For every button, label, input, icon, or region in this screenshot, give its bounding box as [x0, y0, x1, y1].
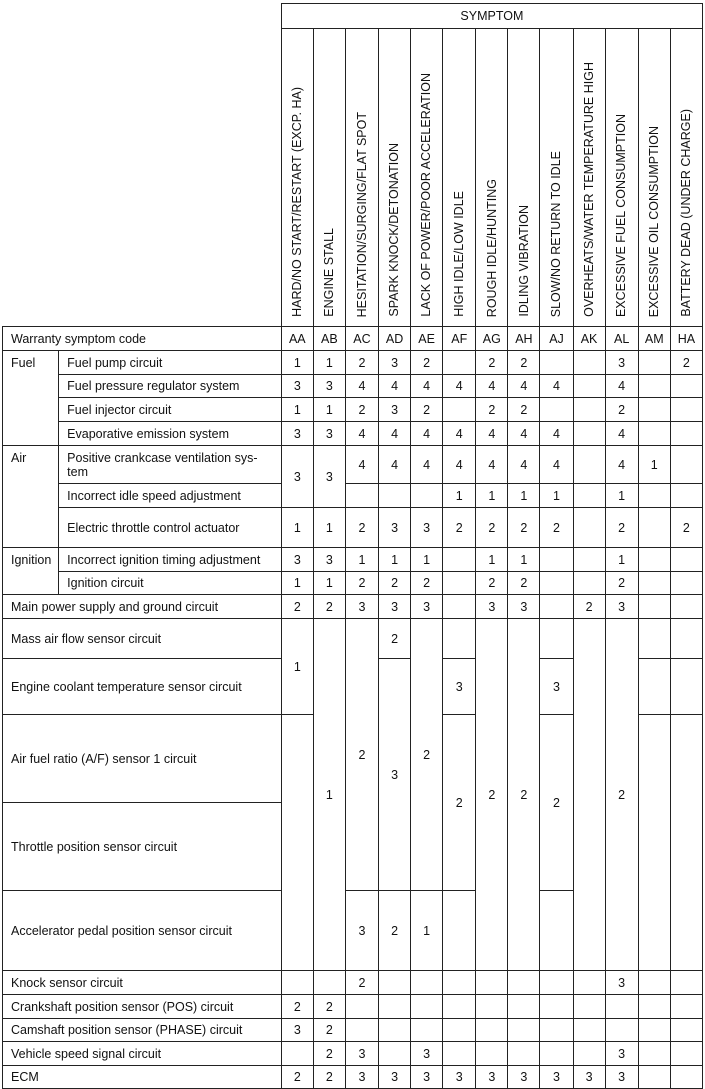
value-cell: 4 [379, 446, 411, 484]
value-cell: 2 [670, 351, 702, 375]
value-cell [443, 971, 476, 995]
row-label: Engine coolant temperature sensor circuit [3, 659, 282, 715]
symptom-header: EXCESSIVE OIL CONSUMPTION [638, 29, 670, 327]
value-cell [573, 422, 605, 446]
value-cell [540, 619, 573, 659]
value-cell: 1 [443, 484, 476, 508]
value-cell [443, 595, 476, 619]
row-label: Air fuel ratio (A/F) sensor 1 circuit [3, 715, 282, 803]
value-cell [638, 398, 670, 422]
value-cell: 3 [443, 1066, 476, 1089]
value-cell [670, 715, 702, 971]
table-row [3, 971, 703, 995]
value-cell [638, 508, 670, 548]
value-cell [670, 659, 702, 715]
value-cell [573, 548, 605, 572]
value-cell: 2 [605, 508, 638, 548]
value-cell: 3 [313, 375, 345, 398]
row-label: ECM [3, 1066, 282, 1089]
value-cell [345, 1019, 378, 1042]
category-fuel: Fuel [3, 351, 59, 446]
value-cell: 1 [476, 484, 508, 508]
table-row [3, 375, 703, 398]
value-cell [476, 971, 508, 995]
value-cell: 2 [345, 351, 378, 375]
value-cell: 3 [573, 1066, 605, 1089]
value-cell [443, 398, 476, 422]
symptom-code: AM [638, 327, 670, 351]
value-cell [379, 971, 411, 995]
row-label: Accelerator pedal position sensor circuit [3, 891, 282, 971]
value-cell: 3 [411, 595, 443, 619]
value-cell [638, 572, 670, 595]
value-cell: 2 [476, 619, 508, 971]
value-cell [573, 351, 605, 375]
value-cell: 1 [313, 619, 345, 971]
symptom-code: AC [345, 327, 378, 351]
value-cell [573, 1019, 605, 1042]
value-cell: 2 [379, 891, 411, 971]
symptom-code: AF [443, 327, 476, 351]
value-cell: 2 [476, 351, 508, 375]
value-cell [670, 1019, 702, 1042]
value-cell [508, 1042, 540, 1066]
value-cell [670, 484, 702, 508]
value-cell: 2 [443, 508, 476, 548]
row-label: Fuel injector circuit [59, 398, 282, 422]
value-cell: 1 [313, 572, 345, 595]
table-row [3, 548, 703, 572]
value-cell [573, 508, 605, 548]
value-cell: 2 [281, 1066, 313, 1089]
value-cell [443, 572, 476, 595]
value-cell: 2 [411, 619, 443, 891]
value-cell: 1 [281, 351, 313, 375]
value-cell: 4 [540, 375, 573, 398]
value-cell: 3 [411, 508, 443, 548]
value-cell: 4 [476, 422, 508, 446]
value-cell: 2 [345, 572, 378, 595]
value-cell: 2 [313, 1042, 345, 1066]
value-cell [670, 995, 702, 1019]
symptom-header: ROUGH IDLE/HUNTING [476, 29, 508, 327]
value-cell: 4 [605, 446, 638, 484]
row-label: Incorrect ignition timing adjustment [59, 548, 282, 572]
value-cell: 4 [379, 375, 411, 398]
value-cell: 4 [605, 422, 638, 446]
value-cell [443, 1042, 476, 1066]
category-air: Air [3, 446, 59, 548]
value-cell [573, 1042, 605, 1066]
value-cell: 3 [313, 422, 345, 446]
value-cell [573, 995, 605, 1019]
value-cell: 2 [411, 398, 443, 422]
symptom-code: AL [605, 327, 638, 351]
symptom-group-header: SYMPTOM [281, 4, 702, 29]
value-cell: 4 [443, 422, 476, 446]
value-cell: 2 [345, 619, 378, 891]
value-cell: 4 [345, 422, 378, 446]
value-cell [573, 375, 605, 398]
value-cell [638, 351, 670, 375]
value-cell [443, 548, 476, 572]
value-cell: 2 [605, 619, 638, 971]
value-cell: 3 [281, 548, 313, 572]
value-cell [476, 995, 508, 1019]
value-cell: 4 [476, 375, 508, 398]
value-cell [670, 1066, 702, 1089]
value-cell [540, 1042, 573, 1066]
value-cell [638, 995, 670, 1019]
value-cell [638, 1066, 670, 1089]
value-cell: 3 [605, 971, 638, 995]
symptom-header: HARD/NO START/RESTART (EXCP. HA) [281, 29, 313, 327]
symptom-code: AH [508, 327, 540, 351]
symptom-header: ENGINE STALL [313, 29, 345, 327]
value-cell [605, 1019, 638, 1042]
symptom-code: AD [379, 327, 411, 351]
value-cell: 3 [379, 1066, 411, 1089]
warranty-code-row [3, 327, 703, 351]
value-cell: 4 [411, 375, 443, 398]
value-cell: 4 [476, 446, 508, 484]
value-cell: 2 [605, 572, 638, 595]
row-label: Mass air flow sensor circuit [3, 619, 282, 659]
value-cell: 4 [345, 446, 378, 484]
value-cell: 1 [411, 548, 443, 572]
value-cell [540, 548, 573, 572]
value-cell: 1 [313, 398, 345, 422]
value-cell: 1 [540, 484, 573, 508]
value-cell: 2 [476, 398, 508, 422]
value-cell: 2 [540, 715, 573, 891]
value-cell [670, 1042, 702, 1066]
table-row [3, 422, 703, 446]
value-cell: 1 [605, 548, 638, 572]
symptom-code: AA [281, 327, 313, 351]
value-cell: 3 [313, 548, 345, 572]
symptom-code: AJ [540, 327, 573, 351]
table-row [3, 619, 703, 659]
value-cell: 2 [573, 595, 605, 619]
value-cell: 3 [508, 595, 540, 619]
symptom-code: AB [313, 327, 345, 351]
value-cell: 2 [508, 572, 540, 595]
value-cell [605, 995, 638, 1019]
value-cell [540, 995, 573, 1019]
value-cell: 4 [508, 446, 540, 484]
value-cell [573, 619, 605, 971]
symptom-code: AG [476, 327, 508, 351]
value-cell [638, 375, 670, 398]
value-cell [573, 971, 605, 995]
value-cell: 1 [379, 548, 411, 572]
value-cell [508, 995, 540, 1019]
value-cell [476, 1042, 508, 1066]
value-cell [670, 548, 702, 572]
table-row [3, 508, 703, 548]
value-cell [638, 715, 670, 971]
value-cell [638, 619, 670, 659]
value-cell [345, 484, 378, 508]
value-cell: 2 [540, 508, 573, 548]
value-cell: 3 [313, 446, 345, 508]
table-row [3, 595, 703, 619]
value-cell: 2 [379, 572, 411, 595]
value-cell [443, 1019, 476, 1042]
row-label: Fuel pump circuit [59, 351, 282, 375]
value-cell: 3 [281, 422, 313, 446]
symptom-header: OVERHEATS/WATER TEMPERATURE HIGH [573, 29, 605, 327]
value-cell: 2 [508, 351, 540, 375]
value-cell: 1 [605, 484, 638, 508]
value-cell [670, 398, 702, 422]
row-label: Vehicle speed signal circuit [3, 1042, 282, 1066]
value-cell [379, 1042, 411, 1066]
value-cell [443, 351, 476, 375]
value-cell [411, 484, 443, 508]
row-label: Crankshaft position sensor (POS) circuit [3, 995, 282, 1019]
value-cell [670, 446, 702, 484]
warranty-code-label: Warranty symptom code [3, 327, 282, 351]
table-row [3, 1042, 703, 1066]
value-cell: 2 [281, 995, 313, 1019]
value-cell [638, 1042, 670, 1066]
symptom-header: EXCESSIVE FUEL CONSUMPTION [605, 29, 638, 327]
symptom-code: HA [670, 327, 702, 351]
symptom-header: SPARK KNOCK/DETONATION [379, 29, 411, 327]
symptom-header: IDLING VIBRATION [508, 29, 540, 327]
value-cell [345, 995, 378, 1019]
value-cell [379, 995, 411, 1019]
row-label: Main power supply and ground circuit [3, 595, 282, 619]
value-cell: 1 [638, 446, 670, 484]
value-cell: 2 [313, 1066, 345, 1089]
value-cell [411, 971, 443, 995]
value-cell: 3 [379, 508, 411, 548]
row-label: Positive crankcase ventilation sys-tem [59, 446, 282, 484]
value-cell: 2 [313, 595, 345, 619]
value-cell: 1 [313, 508, 345, 548]
value-cell: 3 [411, 1042, 443, 1066]
value-cell [281, 1042, 313, 1066]
value-cell [379, 484, 411, 508]
value-cell [508, 971, 540, 995]
value-cell [540, 1019, 573, 1042]
value-cell [670, 572, 702, 595]
value-cell: 1 [411, 891, 443, 971]
value-cell: 1 [508, 484, 540, 508]
value-cell [443, 995, 476, 1019]
table-row [3, 484, 703, 508]
value-cell: 1 [281, 619, 313, 715]
value-cell: 3 [281, 1019, 313, 1042]
value-cell [638, 659, 670, 715]
value-cell: 2 [281, 595, 313, 619]
value-cell: 1 [313, 351, 345, 375]
value-cell: 3 [379, 659, 411, 891]
value-cell [638, 422, 670, 446]
value-cell: 4 [508, 422, 540, 446]
value-cell: 3 [379, 398, 411, 422]
symptom-header: BATTERY DEAD (UNDER CHARGE) [670, 29, 702, 327]
value-cell [573, 572, 605, 595]
value-cell: 2 [345, 508, 378, 548]
value-cell: 4 [345, 375, 378, 398]
value-cell: 3 [345, 1042, 378, 1066]
value-cell: 3 [605, 595, 638, 619]
value-cell [281, 715, 313, 971]
value-cell [670, 619, 702, 659]
value-cell [540, 572, 573, 595]
value-cell [638, 595, 670, 619]
value-cell: 4 [605, 375, 638, 398]
value-cell [573, 446, 605, 484]
value-cell: 3 [443, 659, 476, 715]
value-cell: 2 [345, 398, 378, 422]
value-cell: 4 [540, 446, 573, 484]
value-cell: 3 [476, 595, 508, 619]
value-cell: 4 [508, 375, 540, 398]
row-label: Incorrect idle speed adjustment [59, 484, 282, 508]
value-cell: 3 [379, 595, 411, 619]
symptom-header: SLOW/NO RETURN TO IDLE [540, 29, 573, 327]
value-cell: 4 [443, 446, 476, 484]
value-cell [379, 1019, 411, 1042]
value-cell [638, 548, 670, 572]
value-cell [313, 971, 345, 995]
symptom-header: LACK OF POWER/POOR ACCELERATION [411, 29, 443, 327]
value-cell: 3 [345, 595, 378, 619]
symptom-header: HIGH IDLE/LOW IDLE [443, 29, 476, 327]
value-cell: 4 [379, 422, 411, 446]
value-cell [540, 351, 573, 375]
row-label: Fuel pressure regulator system [59, 375, 282, 398]
value-cell [670, 422, 702, 446]
value-cell [670, 375, 702, 398]
value-cell: 2 [345, 971, 378, 995]
value-cell [540, 595, 573, 619]
row-label: Knock sensor circuit [3, 971, 282, 995]
symptom-code: AK [573, 327, 605, 351]
value-cell: 3 [281, 446, 313, 508]
value-cell: 3 [379, 351, 411, 375]
value-cell: 2 [476, 508, 508, 548]
value-cell: 4 [540, 422, 573, 446]
row-label: Evaporative emission system [59, 422, 282, 446]
value-cell: 1 [476, 548, 508, 572]
value-cell [508, 1019, 540, 1042]
value-cell: 3 [345, 891, 378, 971]
value-cell [476, 1019, 508, 1042]
value-cell [573, 398, 605, 422]
value-cell: 2 [508, 508, 540, 548]
row-label: Electric throttle control actuator [59, 508, 282, 548]
value-cell: 4 [411, 422, 443, 446]
row-label: Camshaft position sensor (PHASE) circuit [3, 1019, 282, 1042]
row-label: Throttle position sensor circuit [3, 803, 282, 891]
category-ignition: Ignition [3, 548, 59, 595]
value-cell: 3 [411, 1066, 443, 1089]
value-cell: 2 [670, 508, 702, 548]
value-cell: 3 [605, 1042, 638, 1066]
value-cell: 2 [379, 619, 411, 659]
table-row [3, 1066, 703, 1089]
value-cell: 1 [508, 548, 540, 572]
value-cell [540, 398, 573, 422]
value-cell: 1 [345, 548, 378, 572]
value-cell [638, 971, 670, 995]
value-cell: 2 [411, 351, 443, 375]
value-cell: 2 [508, 398, 540, 422]
symptom-code: AE [411, 327, 443, 351]
value-cell [540, 971, 573, 995]
value-cell: 1 [281, 508, 313, 548]
value-cell: 3 [476, 1066, 508, 1089]
table-row [3, 446, 703, 484]
value-cell: 1 [281, 398, 313, 422]
value-cell: 3 [605, 1066, 638, 1089]
value-cell: 1 [281, 572, 313, 595]
value-cell: 2 [508, 619, 540, 971]
table-row [3, 995, 703, 1019]
value-cell [670, 971, 702, 995]
value-cell: 2 [313, 995, 345, 1019]
value-cell: 3 [605, 351, 638, 375]
value-cell [411, 1019, 443, 1042]
table-row [3, 351, 703, 375]
value-cell: 2 [313, 1019, 345, 1042]
table-row [3, 398, 703, 422]
table-row [3, 572, 703, 595]
value-cell: 3 [345, 1066, 378, 1089]
value-cell: 2 [443, 715, 476, 891]
value-cell [281, 971, 313, 995]
value-cell [638, 484, 670, 508]
value-cell [411, 995, 443, 1019]
row-label: Ignition circuit [59, 572, 282, 595]
value-cell: 3 [281, 375, 313, 398]
value-cell: 2 [411, 572, 443, 595]
value-cell: 3 [540, 659, 573, 715]
value-cell: 2 [605, 398, 638, 422]
value-cell: 3 [540, 1066, 573, 1089]
value-cell [443, 619, 476, 659]
value-cell [573, 484, 605, 508]
value-cell [670, 595, 702, 619]
table-row [3, 1019, 703, 1042]
value-cell: 2 [476, 572, 508, 595]
value-cell: 4 [411, 446, 443, 484]
symptom-matrix-table [2, 3, 703, 1089]
symptom-header: HESITATION/SURGING/FLAT SPOT [345, 29, 378, 327]
corner-blank [3, 4, 282, 327]
value-cell: 4 [443, 375, 476, 398]
value-cell [638, 1019, 670, 1042]
value-cell: 3 [508, 1066, 540, 1089]
